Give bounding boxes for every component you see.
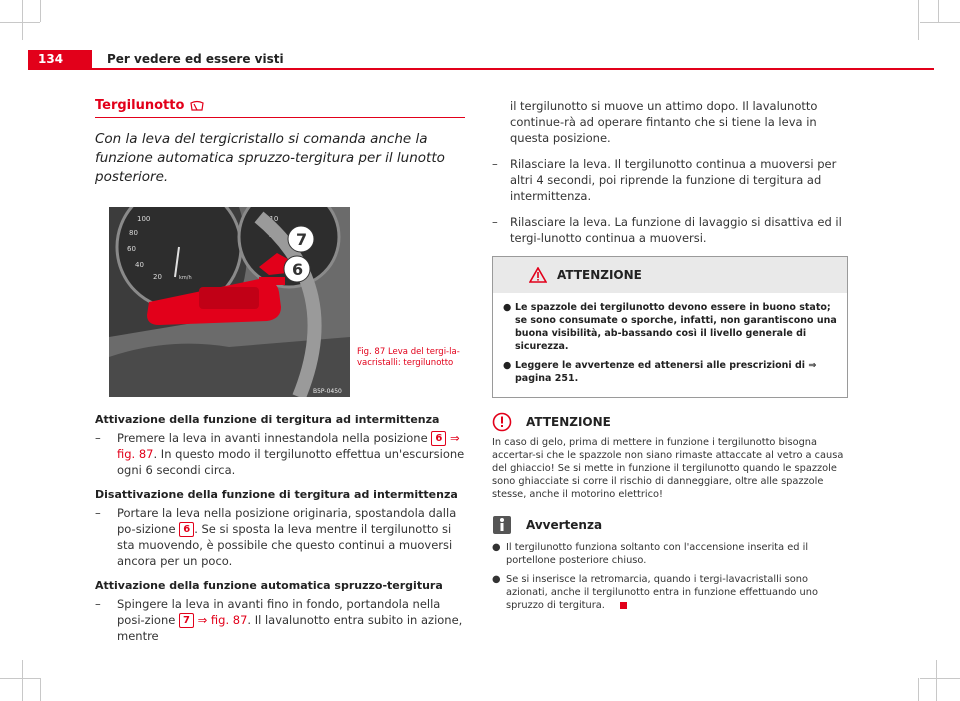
figure-code: B5P-0450 <box>313 388 342 395</box>
caution-text: In caso di gelo, prima di mettere in funzione i tergilunotto bisogna accertar-si che le spazzole non siano rimaste attaccate al vetro a causa del ghiaccio! Se si mette in funzione il tergilunotto quando le spazzole sono ghiacciate si corre il rischio di danneggiare, oltre alle spazzole stesse, anche il motorino elettrico! <box>492 437 844 500</box>
step-text: Rilasciare la leva. La funzione di lavaggio si disattiva ed il tergi-lunotto continua a muoversi. <box>510 215 842 245</box>
warning-header <box>493 257 847 293</box>
note-header <box>492 515 850 535</box>
gauge-number: 210 <box>265 215 279 223</box>
section-title <box>95 98 465 118</box>
dash-marker: – <box>95 597 101 611</box>
instruction-step <box>492 156 850 204</box>
figure-caption: Fig. 87 Leva del tergi-la-vacristalli: tergilunotto <box>357 347 460 368</box>
subheading: Attivazione della funzione di tergitura ad intermittenza <box>95 413 440 426</box>
subheading: Attivazione della funzione automatica spruzzo-tergitura <box>95 579 443 592</box>
page-number: 134 <box>28 50 92 68</box>
position-badge: 7 <box>179 613 194 628</box>
info-note-icon <box>492 515 512 535</box>
warning-body <box>493 293 847 397</box>
step-text: Rilasciare la leva. Il tergilunotto continua a muoversi per altri 4 secondi, poi riprende la funzione di tergitura ad intermittenza. <box>510 157 837 203</box>
note-bullet <box>492 573 850 612</box>
figure-label-7: 7 <box>296 230 308 249</box>
gauge-number: 60 <box>127 245 136 253</box>
warning-title: ATTENZIONE <box>557 268 642 282</box>
dash-marker: – <box>492 215 498 229</box>
bullet-text: Le spazzole dei tergilunotto devono essere in buono stato; se sono consumate o sporche, infatti, non garantiscono una buona visibilità, ab-bassando così il livello generale di sicurezza. <box>515 302 837 352</box>
caution-exclamation-icon <box>492 412 512 432</box>
warning-triangle-icon <box>529 267 547 283</box>
warning-box <box>492 256 848 398</box>
figure-reference-link[interactable]: ⇒ fig. 87 <box>197 613 248 627</box>
page-header-title: Per vedere ed essere visti <box>107 52 284 66</box>
figure-label-6: 6 <box>292 260 304 279</box>
bullet-marker: ● <box>492 574 501 585</box>
warning-bullet <box>503 359 839 385</box>
left-column <box>95 98 465 644</box>
crop-mark <box>938 0 939 22</box>
subheading: Disattivazione della funzione di tergitura ad intermittenza <box>95 488 458 501</box>
step-text: Premere la leva in avanti innestandola nella posizione <box>117 431 428 445</box>
crop-mark <box>0 678 40 679</box>
dash-marker: – <box>95 506 101 520</box>
step-text: . Se si sposta la leva mentre il tergilunotto si sta muovendo, è possibile che questo continui a muoversi ancora per un poco. <box>117 522 453 568</box>
note-text: Se si inserisce la retromarcia, quando i tergi-lavacristalli sono azionati, anche il tergilunotto entra in funzione effettuando uno spruzzo di tergitura. <box>506 574 818 611</box>
step-text: . Il lavalunotto entra subito in azione, mentre <box>117 613 463 643</box>
gauge-number: 20 <box>153 273 162 281</box>
continuation-text <box>492 98 850 146</box>
page-reference-link[interactable]: ⇒ pagina 251 <box>515 360 817 384</box>
caution-header <box>492 412 850 432</box>
gauge-number: 240 <box>269 231 283 239</box>
step-text: . In questo modo il tergilunotto effettua un'escursione ogni 6 secondi circa. <box>117 447 465 477</box>
wiper-lever-illustration <box>109 207 350 397</box>
bullet-text: Leggere le avvertenze ed attenersi alle prescrizioni di <box>515 360 806 371</box>
instruction-step <box>95 596 465 644</box>
step-text: Portare la leva nella posizione originaria, spostandola dalla po-sizione <box>117 506 457 536</box>
crop-mark <box>920 22 960 23</box>
section-title-text: Tergilunotto <box>95 98 185 113</box>
gauge-number: 80 <box>129 229 138 237</box>
bullet-text-end: . <box>574 373 579 384</box>
instruction-step <box>95 505 465 569</box>
instruction-step <box>95 430 465 478</box>
wiper-lever-image <box>109 207 350 397</box>
gauge-number: 40 <box>135 261 144 269</box>
step-text: Spingere la leva in avanti fino in fondo, portandola nella posi-zione <box>117 597 441 627</box>
header-rule <box>28 68 934 70</box>
crop-mark <box>920 678 960 679</box>
crop-mark <box>918 678 919 701</box>
bullet-marker: ● <box>503 360 512 371</box>
dash-marker: – <box>95 431 101 445</box>
crop-mark <box>40 678 41 701</box>
section-end-mark <box>620 602 627 609</box>
continuation-body: il tergilunotto si muove un attimo dopo. Il lavalunotto continue-rà ad operare fintanto che si tiene la leva in questa posizione. <box>510 99 818 145</box>
intro-text: Con la leva del tergicristallo si comanda anche la funzione automatica spruzzo-tergitura per il lunotto posteriore. <box>95 131 445 185</box>
gauge-unit: km/h <box>179 275 192 281</box>
crop-mark <box>0 22 40 23</box>
rear-wiper-icon <box>190 100 204 112</box>
right-column <box>492 98 850 612</box>
note-title: Avvertenza <box>526 518 603 532</box>
note-bullet <box>492 541 850 567</box>
crop-mark <box>22 0 23 40</box>
figure-87 <box>95 207 465 397</box>
warning-bullet <box>503 301 839 353</box>
gauge-number: 100 <box>137 215 151 223</box>
bullet-marker: ● <box>503 302 512 313</box>
crop-mark <box>936 660 937 701</box>
bullet-marker: ● <box>492 542 501 553</box>
position-badge: 6 <box>431 431 446 446</box>
crop-mark <box>22 660 23 701</box>
instruction-step <box>492 214 850 246</box>
dash-marker: – <box>492 157 498 171</box>
figure-reference-link[interactable]: ⇒ fig. 87 <box>117 431 460 461</box>
position-badge: 6 <box>179 522 194 537</box>
crop-mark <box>40 0 41 22</box>
note-text: Il tergilunotto funziona soltanto con l'accensione inserita ed il portellone posteriore chiuso. <box>506 542 809 566</box>
crop-mark <box>918 0 919 40</box>
caution-title: ATTENZIONE <box>526 415 611 429</box>
